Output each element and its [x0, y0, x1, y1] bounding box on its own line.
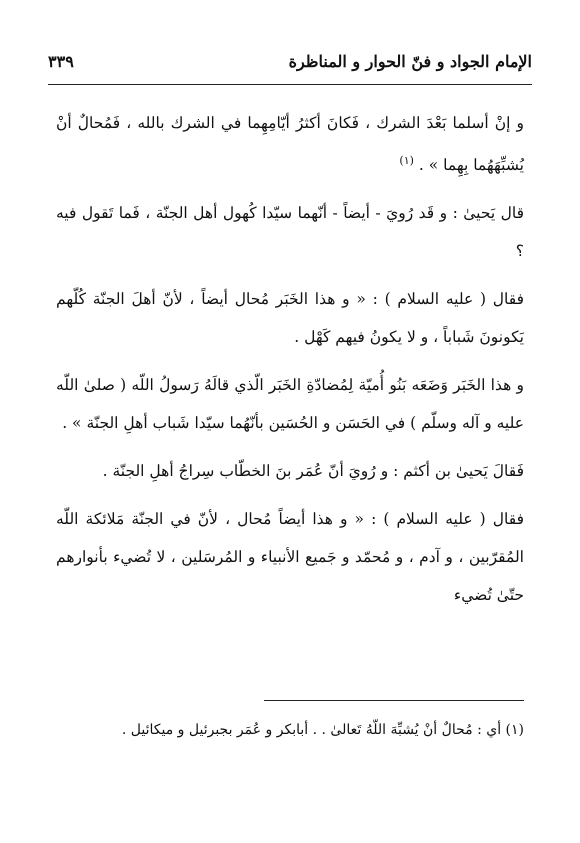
- page-header: [48, 52, 532, 71]
- page-number: ٣٣٩: [48, 52, 74, 71]
- paragraph-2: قال يَحيىٰ : و قَد رُويَ - أيضاً - أنّهما سيّدا كُهول أهل الجنّة ، فَما تَقول فيه ؟: [56, 204, 524, 261]
- paragraph-5: فَقالَ يَحيىٰ بن أكثم : و رُويَ أنّ عُمَر بنَ الخطّاب سِراجُ أهلِ الجنّة .: [102, 462, 524, 481]
- paragraph-3: فقال ( عليه السلام ) : « و هذا الخَبَر مُحال أيضاً ، لأنّ أهلَ الجنّة كُلّهم يَكونونَ شَباباً ، و لا يكونُ فيهم كَهْل .: [56, 290, 524, 347]
- running-title: الإمام الجواد و فنّ الحوار و المناظرة: [288, 52, 532, 71]
- footnote-divider: [264, 700, 524, 701]
- paragraph-4: و هذا الخَبَر وَضَعَه بَنُو أُميّة لِمُضادّةِ الخَبَر الّذي قالَهُ رَسولُ اللّه ( صلىٰ اللّه عليه و آله وسلّم ) في الحَسَن و الحُسَين بأنّهُما سيّدا شَباب أهلِ الجنّة » .: [56, 376, 524, 433]
- main-text: [56, 104, 524, 624]
- paragraph-1: [56, 104, 524, 184]
- footnote: (١) أي : مُحالٌ أنْ يُشبِّهَ اللّهُ تَعالىٰ . . أبابكر و عُمَر بجبرئيل و ميكائيل .: [121, 722, 524, 738]
- header-divider: [48, 84, 532, 85]
- paragraph-1-text: و إنْ أسلما بَعْدَ الشرك ، فَكانَ أكثرُ أيّامِهِما في الشرك بالله ، فَمُحالٌ أنْ يُشبِّهَهُما بِهِما » .: [56, 114, 524, 175]
- paragraph-6: فقال ( عليه السلام ) : « و هذا أيضاً مُحال ، لأنّ في الجنّة مَلائكة اللّه المُقرّبين ، و آدم ، و مُحمّد و جَميع الأنبياء و المُرسَلين ، لا تُضيء بأنوارهم حتّىٰ تُضيء: [56, 510, 524, 605]
- footnote-reference: (١): [399, 154, 414, 167]
